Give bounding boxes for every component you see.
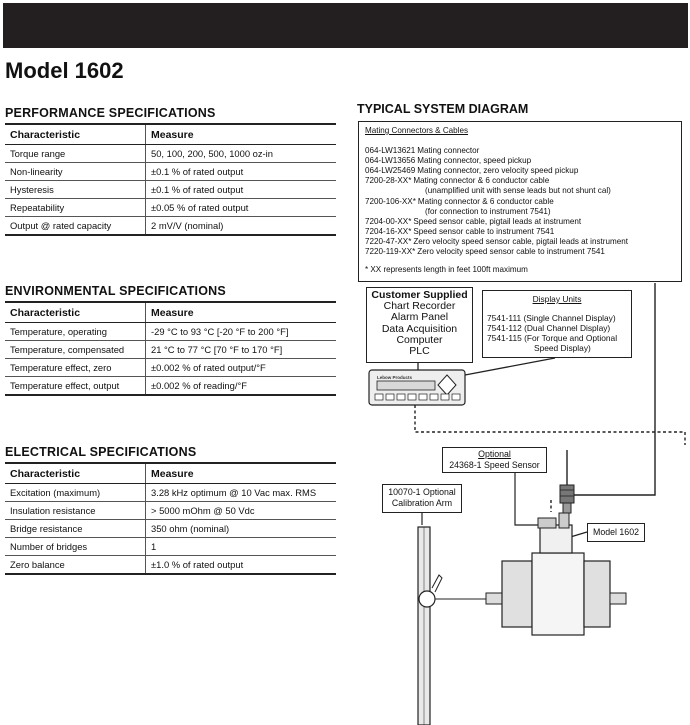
calibration-arm-label <box>382 484 462 513</box>
characteristic-cell: Hysteresis <box>5 181 146 199</box>
characteristic-cell: Bridge resistance <box>5 520 146 538</box>
table-row <box>5 323 336 341</box>
torque-connector <box>538 518 556 528</box>
measure-cell: 3.28 kHz optimum @ 10 Vac max. RMS <box>146 484 337 502</box>
instrument-key <box>408 394 416 400</box>
list-item <box>365 156 675 166</box>
display-unit-item: Speed Display) <box>534 343 591 353</box>
instrument-brand: Lebow Products <box>377 375 413 380</box>
characteristic-cell: Non-linearity <box>5 163 146 181</box>
measure-cell: > 5000 mOhm @ 50 Vdc <box>146 502 337 520</box>
characteristic-cell: Insulation resistance <box>5 502 146 520</box>
part-number: 7220-119-XX* <box>365 247 416 257</box>
diagram-heading: TYPICAL SYSTEM DIAGRAM <box>357 102 529 116</box>
customer-supplied-title: Customer Supplied <box>371 289 468 301</box>
part-number: 7200-28-XX* <box>365 176 412 186</box>
part-description: Mating connector <box>417 146 480 156</box>
connector-housing <box>540 525 572 553</box>
part-number: 064-LW13656 <box>365 156 416 166</box>
speed-sensor-optional: Optional <box>478 449 511 459</box>
sensor-tip <box>563 503 571 513</box>
table-row <box>5 217 336 236</box>
electrical-table <box>5 462 336 575</box>
display-wire <box>465 358 555 375</box>
display-units-box <box>482 290 632 358</box>
measure-cell: 1 <box>146 538 337 556</box>
list-item <box>365 197 675 207</box>
table-row <box>5 520 336 538</box>
instrument-key <box>375 394 383 400</box>
characteristic-cell: Number of bridges <box>5 538 146 556</box>
measure-cell: -29 °C to 93 °C [-20 °F to 200 °F] <box>146 323 337 341</box>
characteristic-cell: Temperature effect, zero <box>5 359 146 377</box>
measure-cell: ±0.1 % of rated output <box>146 163 337 181</box>
header-bar <box>3 3 688 48</box>
part-number: 064-LW25469 <box>365 166 416 176</box>
speed-connector <box>559 513 569 528</box>
measure-cell: ±0.1 % of rated output <box>146 181 337 199</box>
characteristic-cell: Temperature, operating <box>5 323 146 341</box>
list-item <box>365 227 675 237</box>
measure-cell: 2 mV/V (nominal) <box>146 217 337 236</box>
transducer-end-right <box>584 561 610 627</box>
speed-cable-dashed <box>415 405 685 445</box>
part-number: 7204-00-XX* <box>365 216 412 226</box>
characteristic-cell: Temperature effect, output <box>5 377 146 396</box>
col-characteristic: Characteristic <box>5 124 146 145</box>
part-description: Zero velocity speed sensor cable, pigtail leads at instrument <box>413 236 628 246</box>
customer-item: PLC <box>409 345 430 358</box>
table-row <box>5 502 336 520</box>
table-row <box>5 556 336 575</box>
part-description: Speed sensor cable, pigtail leads at instrument <box>413 216 582 226</box>
list-item <box>365 237 675 247</box>
part-description: Mating connector, zero velocity speed pickup <box>417 166 579 176</box>
part-description: Mating connector, speed pickup <box>417 156 532 166</box>
list-item <box>365 217 675 227</box>
customer-item: Alarm Panel <box>390 311 449 324</box>
table-row <box>5 377 336 396</box>
cal-arm-line: Calibration Arm <box>391 497 453 508</box>
instrument-display <box>377 381 435 390</box>
col-measure: Measure <box>146 302 337 323</box>
part-description: Speed sensor cable to instrument 7541 <box>413 226 555 236</box>
shaft-right <box>610 593 626 604</box>
measure-cell: ±0.05 % of rated output <box>146 199 337 217</box>
instrument-key <box>419 394 427 400</box>
customer-item: Computer <box>396 333 443 346</box>
col-measure: Measure <box>146 124 337 145</box>
environmental-table <box>5 301 336 396</box>
measure-cell: 50, 100, 200, 500, 1000 oz-in <box>146 145 337 163</box>
list-item <box>365 146 675 156</box>
electrical-heading: ELECTRICAL SPECIFICATIONS <box>5 445 197 459</box>
table-row <box>5 145 336 163</box>
measure-cell: 350 ohm (nominal) <box>146 520 337 538</box>
instrument-key <box>430 394 438 400</box>
customer-supplied-box <box>366 287 473 363</box>
table-row <box>5 199 336 217</box>
part-number: 7204-16-XX* <box>365 226 412 236</box>
measure-cell: ±0.002 % of rated output/°F <box>146 359 337 377</box>
table-row <box>5 538 336 556</box>
characteristic-cell: Zero balance <box>5 556 146 575</box>
arm-hub <box>419 591 435 607</box>
page-title: Model 1602 <box>5 58 124 83</box>
part-note: (unamplified unit with sense leads but not shunt cal) <box>425 186 611 196</box>
environmental-heading: ENVIRONMENTAL SPECIFICATIONS <box>5 284 226 298</box>
table-row <box>5 341 336 359</box>
model-label: Model 1602 <box>587 523 645 542</box>
instrument-key <box>397 394 405 400</box>
arm-clamp <box>432 575 442 592</box>
col-characteristic: Characteristic <box>5 463 146 484</box>
performance-table <box>5 123 336 236</box>
list-item <box>365 247 675 257</box>
speed-sensor-leader <box>515 473 542 525</box>
characteristic-cell: Temperature, compensated <box>5 341 146 359</box>
shaft-left <box>486 593 502 604</box>
part-description: Mating connector & 6 conductor cable <box>417 196 554 206</box>
part-number: 7200-106-XX* <box>365 196 416 206</box>
table-row <box>5 359 336 377</box>
list-item <box>365 176 675 186</box>
speed-sensor-body <box>560 485 574 503</box>
list-item <box>365 166 675 176</box>
measure-cell: 21 °C to 77 °C [70 °F to 170 °F] <box>146 341 337 359</box>
connectors-note: * XX represents length in feet 100ft maximum <box>365 265 528 275</box>
part-note: (for connection to instrument 7541) <box>425 206 551 216</box>
instrument-key <box>441 394 449 400</box>
performance-heading: PERFORMANCE SPECIFICATIONS <box>5 106 216 120</box>
table-header-row <box>5 124 336 145</box>
measure-cell: ±1.0 % of rated output <box>146 556 337 575</box>
table-row <box>5 163 336 181</box>
cal-arm-line: 10070-1 Optional <box>388 487 456 497</box>
table-header-row <box>5 463 336 484</box>
speed-sensor-label <box>442 447 547 473</box>
characteristic-cell: Torque range <box>5 145 146 163</box>
characteristic-cell: Excitation (maximum) <box>5 484 146 502</box>
customer-item: Data Acquisition <box>381 322 458 335</box>
col-characteristic: Characteristic <box>5 302 146 323</box>
measure-cell: ±0.002 % of reading/°F <box>146 377 337 396</box>
part-description: Mating connector & 6 conductor cable <box>413 176 550 186</box>
transducer-end-left <box>502 561 532 627</box>
display-units-title: Display Units <box>532 294 582 304</box>
speed-sensor-part: 24368-1 Speed Sensor <box>449 459 540 470</box>
system-diagram <box>355 100 690 725</box>
table-row <box>5 484 336 502</box>
characteristic-cell: Output @ rated capacity <box>5 217 146 236</box>
part-number: 7220-47-XX* <box>365 236 412 246</box>
display-unit-item: 7541-112 (Dual Channel Display) <box>487 323 611 333</box>
table-header-row <box>5 302 336 323</box>
customer-item: Chart Recorder <box>383 300 456 313</box>
part-number: 064-LW13621 <box>365 146 416 156</box>
connectors-box <box>358 121 682 282</box>
connectors-title: Mating Connectors & Cables <box>365 126 469 135</box>
display-unit-item: 7541-115 (For Torque and Optional <box>487 333 618 343</box>
part-description: Zero velocity speed sensor cable to instrument 7541 <box>417 247 605 257</box>
transducer-housing <box>532 553 584 635</box>
table-row <box>5 181 336 199</box>
display-unit-item: 7541-111 (Single Channel Display) <box>487 313 616 323</box>
characteristic-cell: Repeatability <box>5 199 146 217</box>
instrument-key <box>386 394 394 400</box>
col-measure: Measure <box>146 463 337 484</box>
instrument-key <box>452 394 460 400</box>
